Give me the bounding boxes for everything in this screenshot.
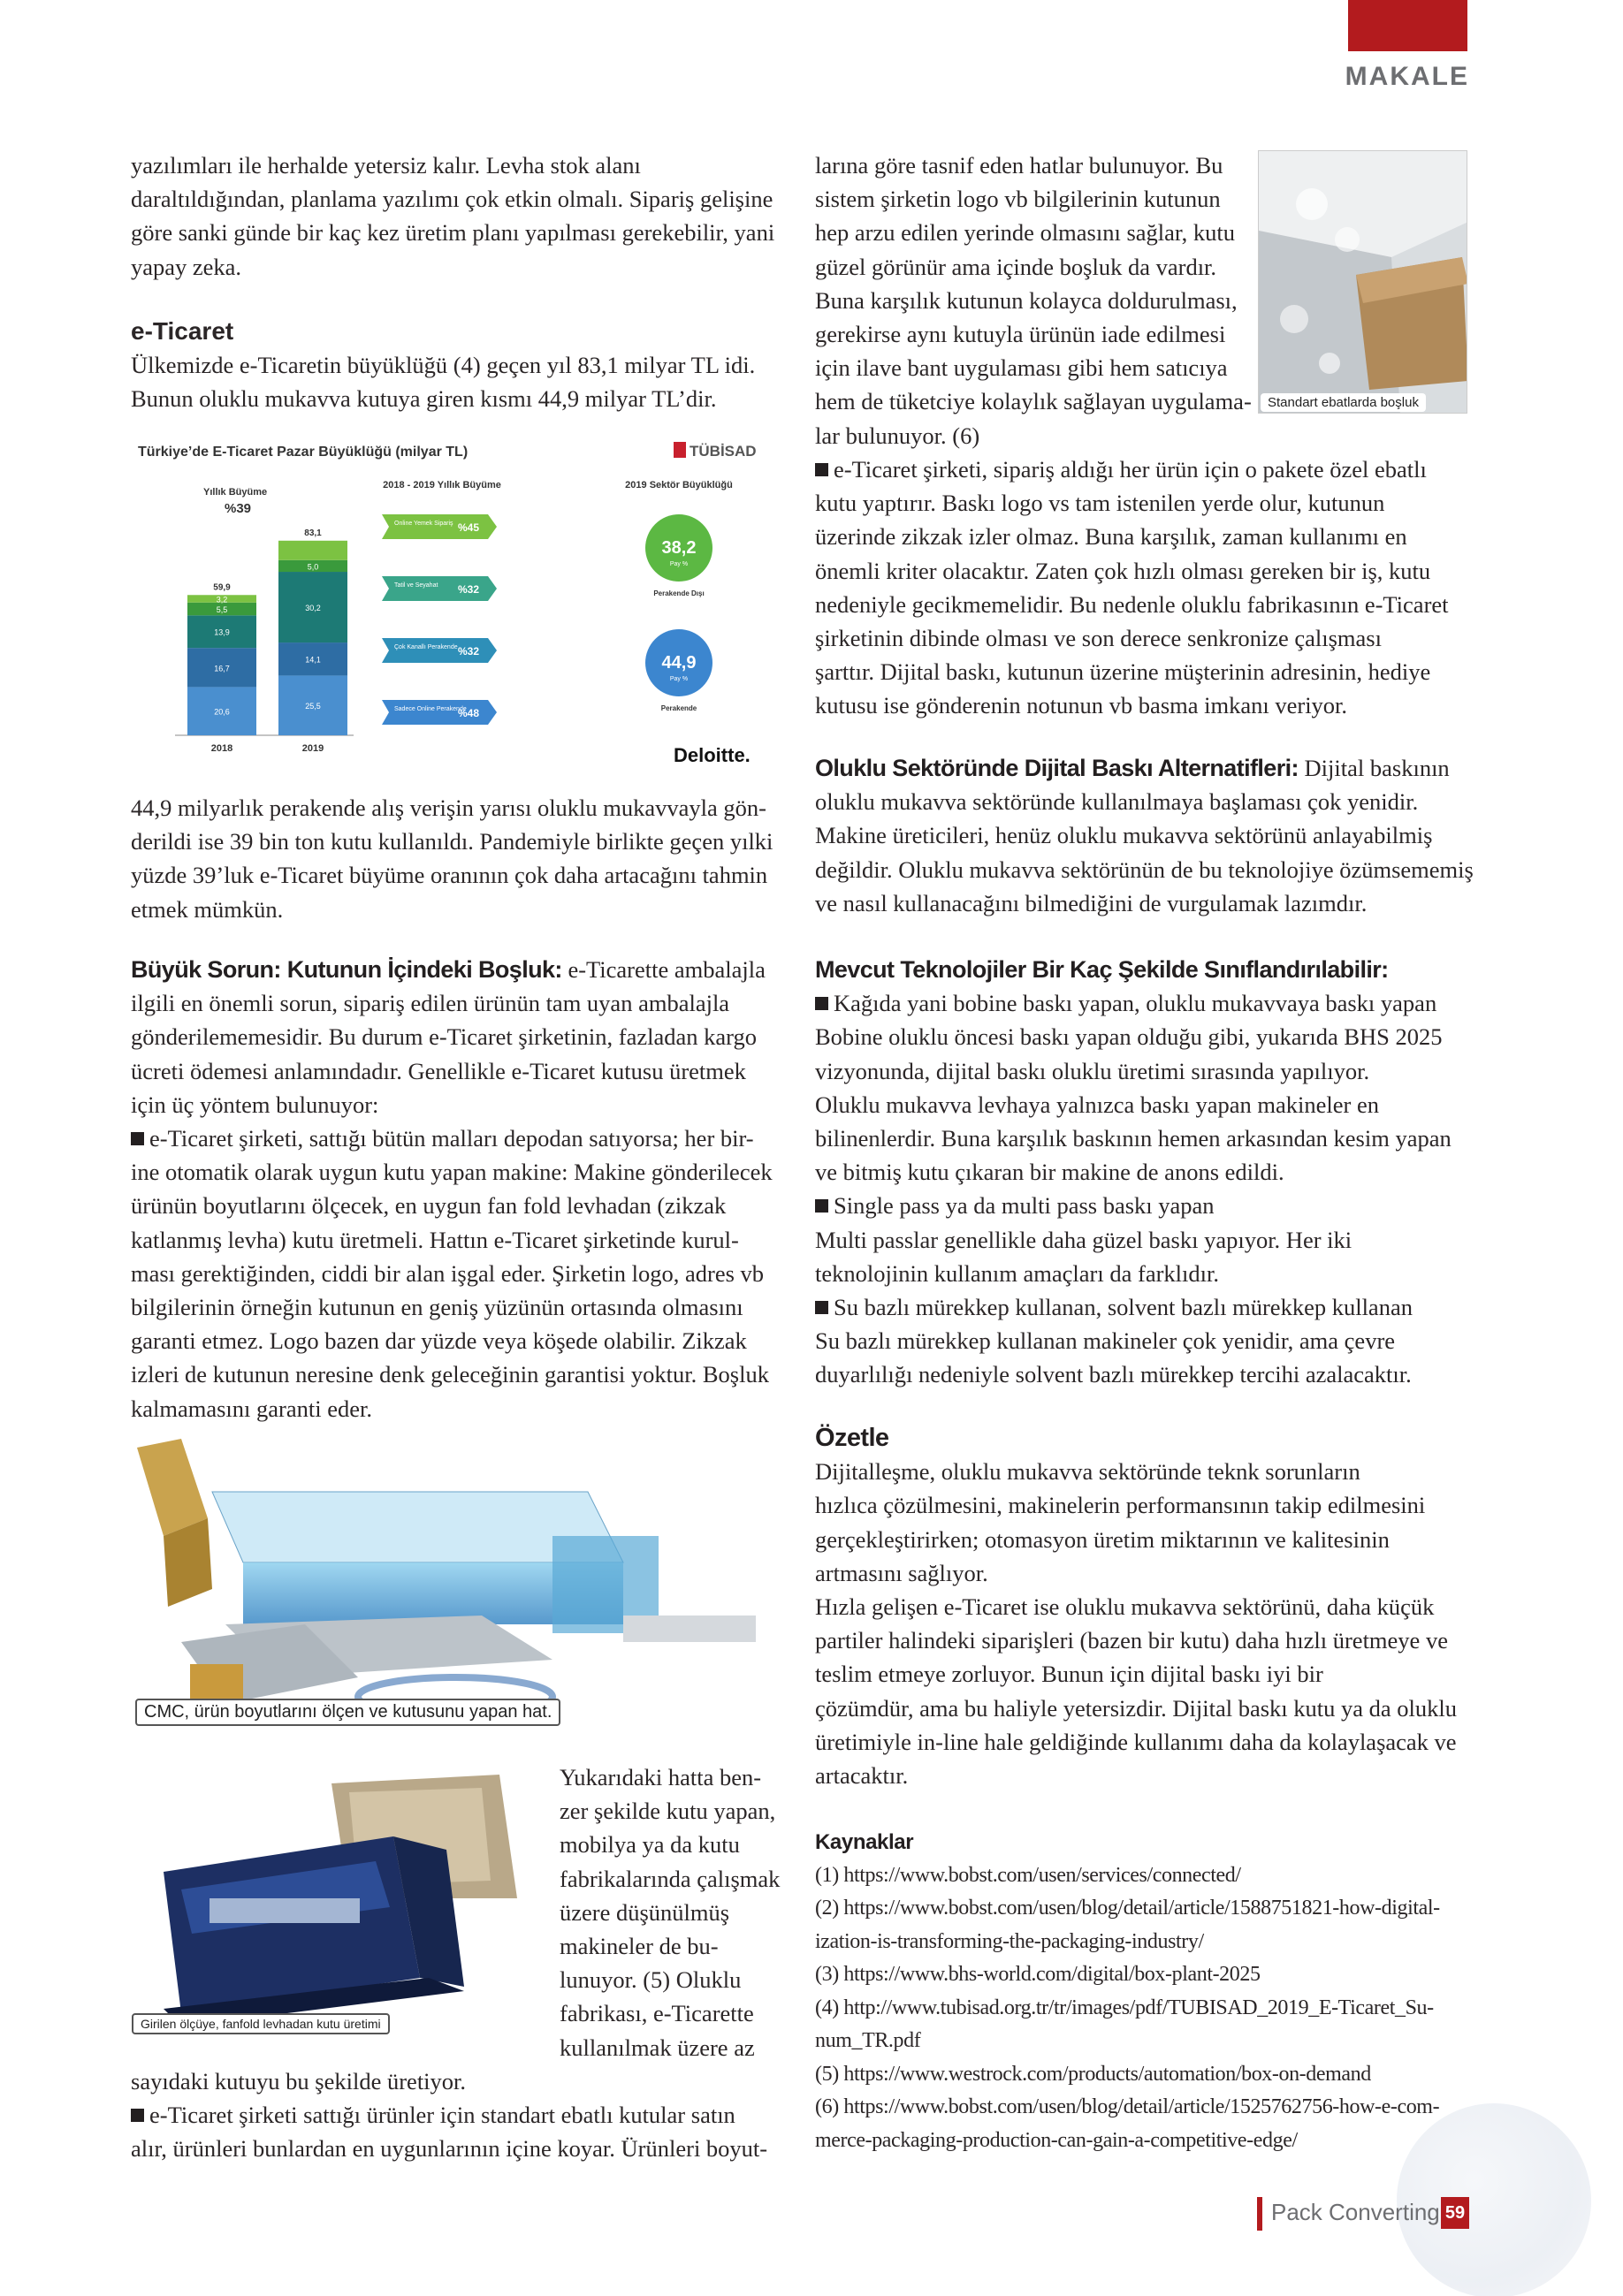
reference-item: merce-packaging-production-can-gain-a-competitive-edge/	[815, 2128, 1298, 2152]
text-line: Makine üreticileri, henüz oluklu mukavva sektörünü anlayabilmiş	[815, 822, 1433, 849]
references-heading: Kaynaklar	[815, 1830, 914, 1854]
bar-segment	[278, 541, 347, 560]
text-line: yüzde 39’luk e-Ticaret büyüme oranının çok daha artacağını tahmin	[131, 862, 768, 889]
bullet-square-icon	[815, 1301, 828, 1314]
bar-segment-label: 3,2	[216, 595, 228, 604]
text-line: üretimiyle in-line hale geldiğinde kullanımı daha da kolaylaşacak ve	[815, 1728, 1457, 1755]
text-line: Ülkemizde e-Ticaretin büyüklüğü (4) geçen yıl 83,1 milyar TL idi.	[131, 352, 756, 379]
text-line: kullanılmak üzere az	[560, 2034, 755, 2061]
text-line: çözümdür, ama bu haliyle yetersizdir. Dijital baskı kutu ya da oluklu	[815, 1694, 1458, 1722]
sector-value: 38,2	[661, 538, 697, 558]
sector-value: 44,9	[661, 653, 697, 673]
text-line: gerçekleştirirken; otomasyon üretim miktarının ve kalitesinin	[815, 1525, 1390, 1553]
ecommerce-market-chart	[133, 433, 769, 769]
text-line: e-Ticaret şirketi, sattığı bütün malları depodan satıyorsa; her bir-	[149, 1125, 754, 1152]
left-intro-paragraph	[131, 148, 785, 284]
bar-total-label: 59,9	[213, 582, 231, 593]
text-line: önemli kriter olacaktır. Zaten çok hızlı olması gereken bir iş, kutu	[815, 557, 1431, 584]
side-text	[560, 1760, 789, 2064]
text-line: Buna karşılık kutunun kolayca doldurulması,	[815, 286, 1238, 314]
bullet-square-icon	[815, 997, 828, 1010]
text-line: Multi passlar genellikle daha güzel baskı yapıyor. Her iki	[815, 1226, 1352, 1253]
bullet-square-icon	[131, 1132, 144, 1145]
text-line: sistem şirketin logo vb bilgilerinin kutunun	[815, 186, 1221, 213]
bullet-square-icon	[815, 1199, 828, 1213]
text-line: alır, ürünleri bunlardan en uygunlarının içine koyar. Ürünleri boyut-	[131, 2135, 768, 2163]
text-line: fabrikalarında çalışmak	[560, 1865, 781, 1892]
bar-segment-label: 14,1	[305, 655, 321, 665]
text-line: Su bazlı mürekkep kullanan makineler çok yenidir, ama çevre	[815, 1327, 1396, 1355]
reference-item: num_TR.pdf	[815, 2029, 921, 2052]
text-line: zer şekilde kutu yapan,	[560, 1798, 776, 1825]
eticaret-section	[131, 315, 785, 416]
bar-segment-label: 13,9	[214, 627, 230, 637]
bar-segment-label: 20,6	[214, 707, 230, 717]
text-line: larına göre tasnif eden hatlar bulunuyor. Bu	[815, 152, 1223, 179]
eticaret-heading: e-Ticaret	[131, 317, 234, 345]
category-tick-label: 2019	[301, 743, 324, 754]
reference-item: (6) https://www.bobst.com/usen/blog/detail/article/1525762756-how-e-com-	[815, 2095, 1440, 2118]
section-label: MAKALE	[1345, 62, 1469, 91]
mevcut-heading: Mevcut Teknolojiler Bir Kaç Şekilde Sınıflandırılabilir:	[815, 956, 1389, 983]
mevcut-section	[815, 953, 1487, 1392]
text-line: için ilave bant uygulaması gibi hem satıcıya	[815, 354, 1228, 382]
cmc-line-photo	[128, 1439, 769, 1730]
text-line: Bobine oluklu öncesi baskı yapan olduğu gibi, yukarıda BHS 2025	[815, 1023, 1443, 1051]
reference-item: (4) http://www.tubisad.org.tr/tr/images/pdf/TUBISAD_2019_E-Ticaret_Su-	[815, 1996, 1434, 2019]
growth-item-value: %32	[457, 645, 480, 658]
text-line: hem de tüketciye kolaylık sağlayan uygulama-	[815, 388, 1252, 415]
text-line: Bunun oluklu mukavva kutuya giren kısmı 44,9 milyar TL’dir.	[131, 385, 717, 413]
box-empty-space-photo	[1258, 150, 1467, 414]
text-line: Hızla gelişen e-Ticaret ise oluklu mukavva sektörünü, daha küçük	[815, 1593, 1435, 1621]
growth-arrow	[382, 576, 497, 601]
growth-panel-title: 2018 - 2019 Yıllık Büyüme	[383, 480, 501, 490]
references-section	[815, 1826, 1487, 2157]
text-line: artmasını sağlıyor.	[815, 1559, 988, 1586]
text-line: Su bazlı mürekkep kullanan, solvent bazlı mürekkep kullanan	[834, 1294, 1413, 1321]
text-line: artacaktır.	[815, 1762, 909, 1790]
bar-group	[187, 528, 347, 754]
text-line: e-Ticarette ambalajla	[561, 956, 766, 983]
text-line: değildir. Oluklu mukavva sektörünün de bu teknolojiye özümsememiş	[815, 855, 1474, 883]
text-line: lar bulunuyor. (6)	[815, 422, 980, 449]
right-top-text	[815, 148, 1275, 452]
reference-item: (2) https://www.bobst.com/usen/blog/detail/article/1588751821-how-digital-	[815, 1897, 1440, 1920]
yearly-growth-label: Yıllık Büyüme	[203, 487, 268, 498]
tubisad-logo-text: TÜBİSAD	[690, 443, 757, 460]
category-tick-label: 2018	[210, 743, 233, 754]
buyuk-sorun-section	[131, 953, 785, 1425]
growth-arrow	[382, 700, 497, 725]
text-line: üzere düşünülmüş	[560, 1898, 730, 1926]
sector-panel-title: 2019 Sektör Büyüklüğü	[625, 480, 733, 490]
text-line: lunuyor. (5) Oluklu	[560, 1966, 742, 1994]
text-line: yazılımları ile herhalde yetersiz kalır. Levha stok alanı	[131, 152, 641, 179]
text-line: garanti etmez. Logo bazen dar yüzde veya köşede olabilir. Zikzak	[131, 1327, 747, 1355]
text-line: etmek mümkün.	[131, 895, 284, 923]
ozetle-section	[815, 1421, 1487, 1792]
growth-arrow	[382, 514, 497, 539]
text-line: güzel görünür ama içinde boşluk da vardır.	[815, 253, 1217, 280]
text-line: ması gerektiğinden, ciddi bir alan işgal eder. Şirketin logo, adres vb	[131, 1259, 765, 1287]
text-line: gerekirse aynı kutuyla ürünün iade edilmesi	[815, 321, 1226, 348]
text-line: bilgilerinin örneğin kutunun en geniş yüzünün ortasında olmasını	[131, 1294, 743, 1321]
growth-item-label: Online Yemek Sipariş	[394, 521, 453, 527]
tubisad-logo	[674, 442, 757, 460]
oluklu-section	[815, 751, 1505, 920]
growth-arrows	[382, 514, 497, 725]
text-line: hızlıca çözülmesini, makinelerin performansının takip edilmesini	[815, 1492, 1426, 1519]
text-line: göre sanki günde bir kaç kez üretim planı yapılması gerekebilir, yani	[131, 219, 775, 247]
bar-segment-label: 5,5	[216, 605, 228, 615]
text-line: vizyonunda, dijital baskı oluklu üretimi sırasında yapılıyor.	[815, 1057, 1370, 1084]
sector-sub-label: Pay %	[669, 676, 689, 682]
growth-item-label: Çok Kanallı Perakende	[394, 644, 458, 650]
box-photo-caption: Standart ebatlarda boşluk	[1261, 393, 1426, 412]
growth-item-value: %45	[457, 521, 480, 534]
sector-label: Perakende Dışı	[653, 589, 705, 597]
text-line: gönderilememesidir. Bu durum e-Ticaret şirketinin, fazladan kargo	[131, 1023, 757, 1051]
footer-brand: Pack Converting	[1271, 2199, 1440, 2225]
text-line: oluklu mukavva sektöründe kullanılmaya başlaması çok yenidir.	[815, 788, 1419, 816]
reference-item: (5) https://www.westrock.com/products/automation/box-on-demand	[815, 2062, 1371, 2086]
text-line: Dijital baskının	[1298, 755, 1450, 781]
text-line: mobilya ya da kutu	[560, 1831, 740, 1859]
text-line: Single pass ya da multi pass baskı yapan	[834, 1192, 1215, 1220]
text-line: kalmamasını garanti eder.	[131, 1395, 372, 1422]
left-paragraph-2	[131, 791, 785, 926]
text-line: makineler de bu-	[560, 1933, 719, 1960]
text-line: bilinenlerdir. Buna karşılık baskının hemen arkasından kesim yapan	[815, 1125, 1452, 1152]
text-line: kutu yaptırır. Baskı logo vs tam istenilen yerde olur, kutunun	[815, 490, 1385, 517]
growth-item-value: %48	[457, 707, 480, 719]
growth-arrow	[382, 638, 497, 663]
bar-segment-label: 25,5	[305, 702, 321, 711]
left-bottom-text	[131, 2064, 785, 2166]
text-line: daraltıldığından, planlama yazılımı çok etkin olmalı. Sipariş gelişine	[131, 186, 773, 213]
text-line: kutusu ise gönderenin notunun vb basma imkanı veriyor.	[815, 692, 1348, 719]
bullet-square-icon	[815, 463, 828, 476]
text-line: Oluklu mukavva levhaya yalnızca baskı yapan makineler en	[815, 1091, 1379, 1118]
text-line: şarttır. Dijital baskı, kutunun üzerine müşterinin adresinin, hediye	[815, 658, 1431, 686]
text-line: duyarlılığı nedeniyle solvent bazlı mürekkep tercihi azalacaktır.	[815, 1361, 1412, 1388]
growth-item-value: %32	[457, 583, 480, 596]
reference-item: (1) https://www.bobst.com/usen/services/connected/	[815, 1863, 1241, 1887]
footer-accent-bar	[1257, 2197, 1262, 2231]
cmc-photo-caption: CMC, ürün boyutlarını ölçen ve kutusunu yapan hat.	[135, 1699, 560, 1726]
text-line: için üç yöntem bulunuyor:	[131, 1091, 379, 1118]
chart-title: Türkiye’de E-Ticaret Pazar Büyüklüğü (milyar TL)	[138, 445, 469, 460]
bar-segment-label: 30,2	[305, 604, 321, 613]
text-line: e-Ticaret şirketi sattığı ürünler için standart ebatlı kutular satın	[149, 2102, 735, 2129]
bar-total-label: 83,1	[304, 528, 322, 538]
text-line: teknolojinin kullanım amaçları da farklıdır.	[815, 1259, 1219, 1287]
reference-item: ization-is-transforming-the-packaging-industry/	[815, 1929, 1204, 1953]
ozetle-heading: Özetle	[815, 1424, 889, 1452]
text-line: izleri de kutunun neresine denk geleceğinin garantisi yoktur. Boşluk	[131, 1361, 769, 1388]
header-accent-tab	[1348, 0, 1467, 51]
oluklu-heading: Oluklu Sektöründe Dijital Baskı Alternatifleri:	[815, 755, 1299, 781]
text-line: ve nasıl kullanacağını bilmediğini de vurgulamak lazımdır.	[815, 889, 1368, 916]
text-line: hep arzu edilen yerinde olmasını sağlar, kutu	[815, 219, 1236, 247]
text-line: katlanmış levha) kutu üretmeli. Hattın e-Ticaret şirketinde kurul-	[131, 1226, 739, 1253]
text-line: ücreti ödemesi anlamındadır. Genellikle e-Ticaret kutusu üretmek	[131, 1057, 746, 1084]
text-line: ine otomatik olarak uygun kutu yapan makine: Makine gönderilecek	[131, 1159, 773, 1186]
text-line: Dijitalleşme, oluklu mukavva sektöründe teknk sorunların	[815, 1458, 1360, 1486]
bar-segment-label: 5,0	[307, 562, 319, 572]
text-line: ilgili en önemli sorun, sipariş edilen ürünün tam uyan ambalajla	[131, 990, 730, 1017]
reference-item: (3) https://www.bhs-world.com/digital/box-plant-2025	[815, 1963, 1261, 1986]
text-line: yapay zeka.	[131, 253, 242, 280]
text-line: fabrikası, e-Ticarette	[560, 2000, 754, 2027]
text-line: Yukarıdaki hatta ben-	[560, 1764, 762, 1790]
bar-segment-label: 16,7	[214, 664, 230, 673]
yearly-growth-value: %39	[225, 501, 252, 516]
deloitte-logo-text: Deloitte.	[674, 744, 751, 766]
sector-label: Perakende	[660, 704, 697, 712]
text-line: partiler halindeki siparişleri (bazen bir kutu) daha hızlı üretmeye ve	[815, 1627, 1448, 1654]
bullet-square-icon	[131, 2109, 144, 2122]
buyuk-sorun-heading: Büyük Sorun: Kutunun İçindeki Boşluk:	[131, 956, 562, 983]
text-line: üzerinde zikzak izler olmaz. Buna karşılık, zaman kullanımı en	[815, 523, 1407, 551]
bullet-3-section	[815, 452, 1487, 723]
text-line: 44,9 milyarlık perakende alış verişin yarısı oluklu mukavvayla gön-	[131, 794, 767, 821]
sector-sub-label: Pay %	[669, 561, 689, 567]
growth-item-label: Tatil ve Seyahat	[394, 582, 438, 589]
text-line: ürünün boyutlarını ölçecek, en uygun fan fold levhadan (zikzak	[131, 1192, 727, 1220]
page-number: 59	[1441, 2197, 1469, 2229]
text-line: ve bitmiş kutu çıkaran bir makine de anons edildi.	[815, 1159, 1284, 1186]
text-line: Kağıda yani bobine baskı yapan, oluklu mukavvaya baskı yapan	[834, 990, 1437, 1017]
sector-circles	[645, 514, 712, 712]
growth-item-label: Sadece Online Perakende	[394, 706, 467, 712]
text-line: şirketinin dibinde olması ve son derece senkronize çalışması	[815, 625, 1382, 652]
text-line: sayıdaki kutuyu bu şekilde üretiyor.	[131, 2068, 467, 2095]
text-line: derildi ise 39 bin ton kutu kullanıldı. Pandemiyle birlikte geçen yılki	[131, 828, 773, 855]
chart-svg	[133, 433, 769, 769]
box-machine-photo	[128, 1766, 552, 2047]
text-line: e-Ticaret şirketi, sipariş aldığı her ürün için o pakete özel ebatlı	[834, 456, 1427, 483]
machine-photo-caption: Girilen ölçüye, fanfold levhadan kutu üretimi	[132, 2013, 390, 2034]
text-line: teslim etmeye zorluyor. Bunun için dijital baskı iyi bir	[815, 1661, 1323, 1688]
text-line: nedeniyle gecikmemelidir. Bu nedenle oluklu fabrikasının e-Ticaret	[815, 590, 1449, 618]
